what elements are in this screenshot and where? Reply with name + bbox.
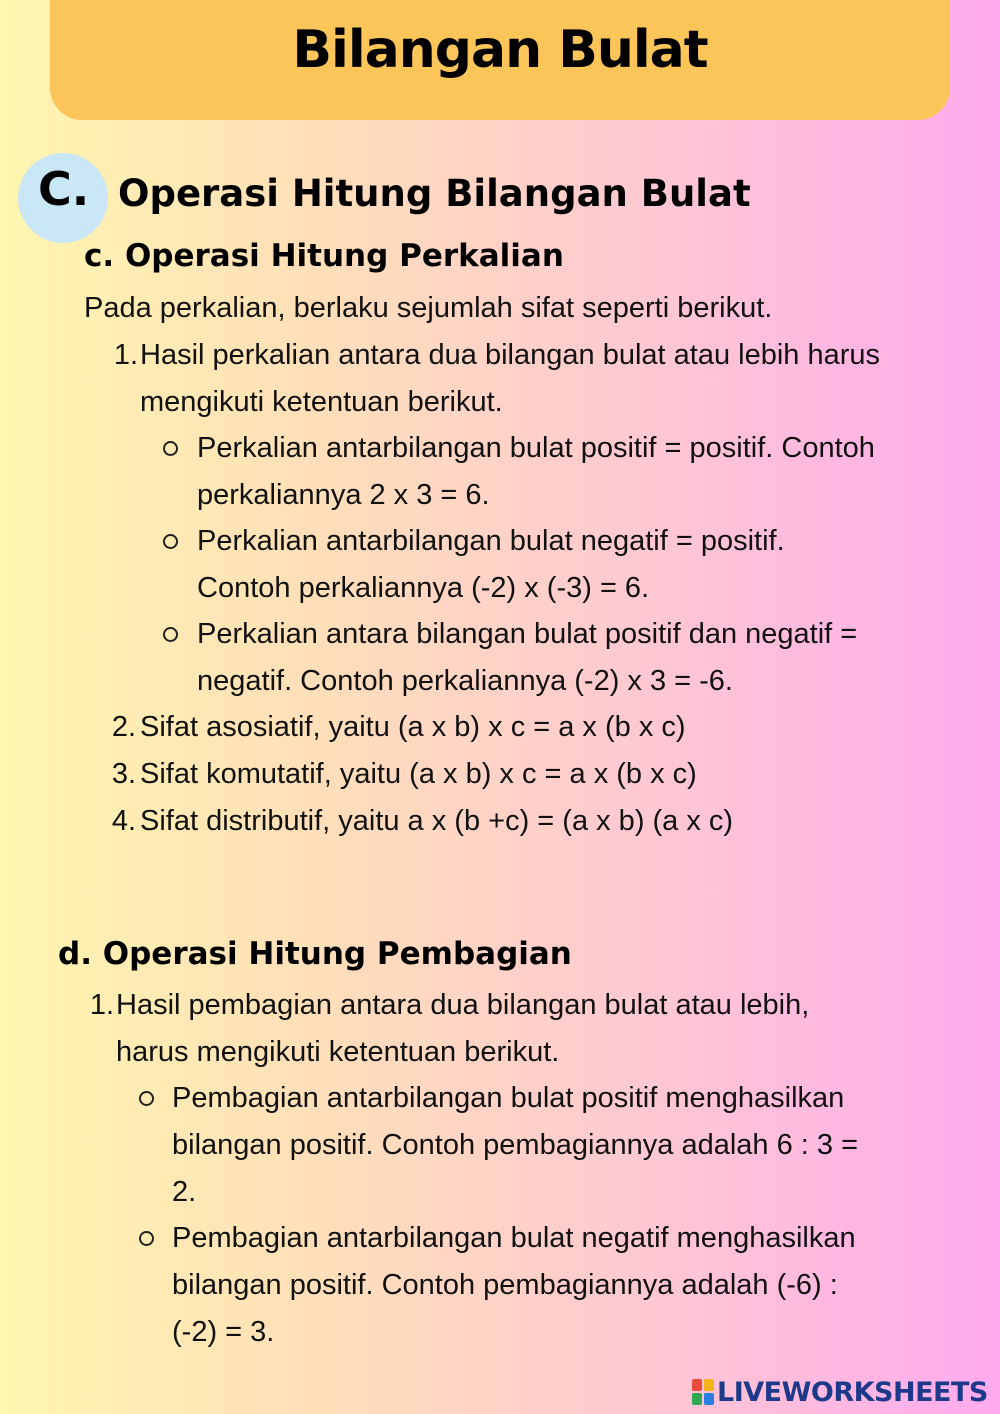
multiplication-intro: Pada perkalian, berlaku sejumlah sifat seperti berikut. <box>84 292 773 324</box>
bullet-text: negatif. Contoh perkaliannya (-2) x 3 = -6. <box>197 665 733 697</box>
bullet-text: perkaliannya 2 x 3 = 6. <box>197 479 490 511</box>
bullet-text: bilangan positif. Contoh pembagiannya adalah 6 : 3 = <box>172 1129 859 1161</box>
section-letter: C. <box>38 162 90 216</box>
list-item-text: Hasil pembagian antara dua bilangan bulat atau lebih, <box>116 989 810 1021</box>
division-heading: d. Operasi Hitung Pembagian <box>58 936 572 972</box>
list-item-text: Sifat komutatif, yaitu (a x b) x c = a x (b x c) <box>140 758 697 790</box>
liveworksheets-logo-icon <box>692 1379 714 1405</box>
bullet-text: Contoh perkaliannya (-2) x (-3) = 6. <box>197 572 650 604</box>
bullet-icon <box>163 627 178 642</box>
bullet-text: bilangan positif. Contoh pembagiannya adalah (-6) : <box>172 1269 838 1301</box>
bullet-text: Perkalian antarbilangan bulat positif = positif. Contoh <box>197 432 875 464</box>
list-number: 3. <box>111 758 136 790</box>
list-item-text: Hasil perkalian antara dua bilangan bulat atau lebih harus <box>140 339 881 371</box>
bullet-icon <box>163 441 178 456</box>
bullet-text: 2. <box>172 1176 197 1208</box>
bullet-icon <box>139 1231 154 1246</box>
bullet-icon <box>139 1091 154 1106</box>
multiplication-heading: c. Operasi Hitung Perkalian <box>84 238 564 274</box>
bullet-text: Perkalian antara bilangan bulat positif dan negatif = <box>197 618 858 650</box>
page-title: Bilangan Bulat <box>292 20 708 80</box>
section-title: Operasi Hitung Bilangan Bulat <box>118 172 751 215</box>
list-item-text: Sifat asosiatif, yaitu (a x b) x c = a x (b x c) <box>140 711 686 743</box>
list-item-text: mengikuti ketentuan berikut. <box>140 386 503 418</box>
list-item-text: harus mengikuti ketentuan berikut. <box>116 1036 560 1068</box>
title-banner <box>50 0 950 120</box>
bullet-text: (-2) = 3. <box>172 1316 275 1348</box>
logo-text: LIVEWORKSHEETS <box>717 1376 988 1408</box>
bullet-text: Perkalian antarbilangan bulat negatif = positif. <box>197 525 785 557</box>
liveworksheets-logo[interactable] <box>692 1374 988 1410</box>
list-number: 4. <box>111 805 136 837</box>
bullet-icon <box>163 534 178 549</box>
list-number: 1. <box>113 339 138 371</box>
bullet-text: Pembagian antarbilangan bulat positif menghasilkan <box>172 1082 845 1114</box>
list-item-text: Sifat distributif, yaitu a x (b +c) = (a x b) (a x c) <box>140 805 734 837</box>
list-number: 1. <box>89 989 114 1021</box>
list-number: 2. <box>111 711 136 743</box>
bullet-text: Pembagian antarbilangan bulat negatif menghasilkan <box>172 1222 856 1254</box>
